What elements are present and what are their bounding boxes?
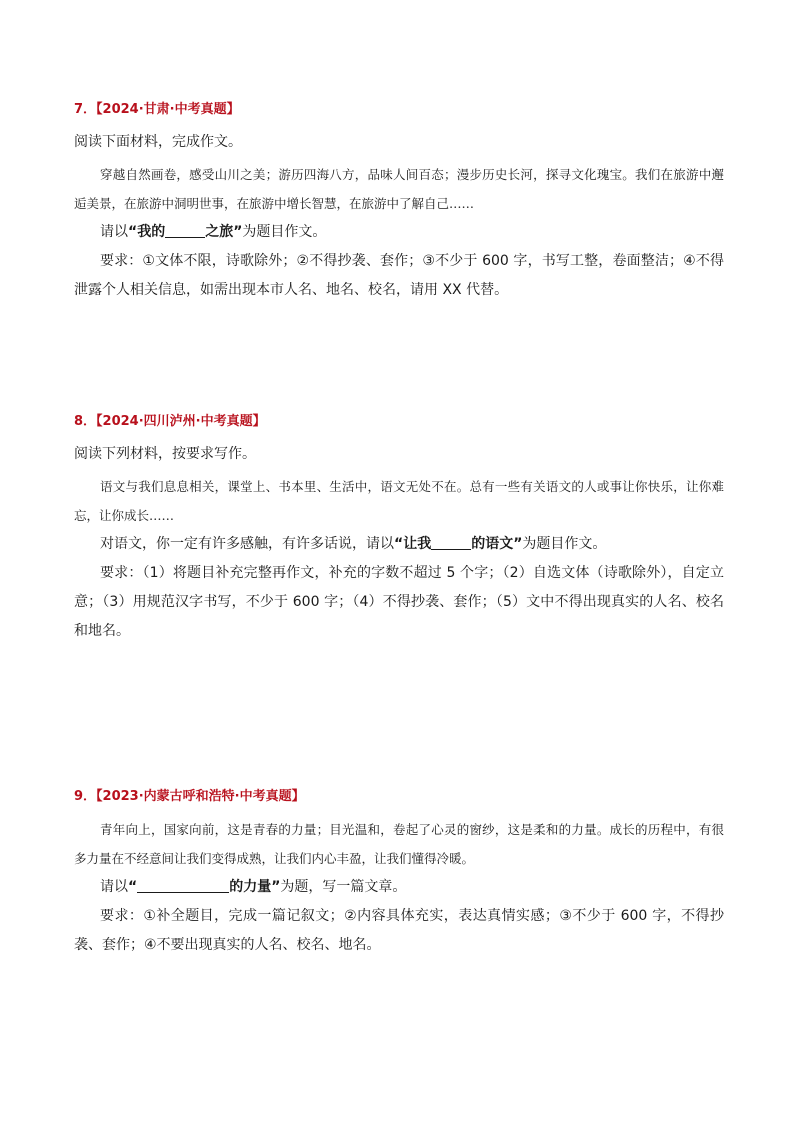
question-source: 【2024·甘肃·中考真题】	[96, 102, 240, 117]
question-8-requirements: 要求：（1）将题目补充完整再作文，补充的字数不超过 5 个字；（2）自选文体（诗歌除外），自定立意；（3）用规范汉字书写，不少于 600 字；（4）不得抄袭、套作；（5）文中不得出现真实的人名、校名和地名。	[74, 565, 724, 639]
question-number: 7．	[74, 102, 97, 117]
question-9-prompt: 请以“ 的力量”为题，写一篇文章。	[100, 879, 407, 895]
question-8	[74, 411, 724, 646]
question-source: 【2023·内蒙古呼和浩特·中考真题】	[96, 789, 305, 804]
question-source: 【2024·四川泸州·中考真题】	[96, 414, 266, 429]
question-8-prompt: 对语文，你一定有许多感触，有许多话说，请以“让我 的语文”为题目作文。	[100, 536, 607, 552]
question-9	[74, 786, 724, 960]
question-9-material: 青年向上，国家向前，这是青春的力量；目光温和，卷起了心灵的窗纱，这是柔和的力量。成长的历程中，有很多力量在不经意间让我们变得成熟，让我们内心丰盈，让我们懂得冷暖。	[74, 822, 724, 866]
title-blank	[165, 222, 205, 238]
question-7-heading	[74, 99, 724, 121]
question-8-material: 语文与我们息息相关，课堂上、书本里、生活中，语文无处不在。总有一些有关语文的人或事让你快乐，让你难忘，让你成长……	[74, 479, 724, 523]
title-blank	[137, 877, 229, 893]
question-7-requirements: 要求：①文体不限，诗歌除外；②不得抄袭、套作；③不少于 600 字，书写工整，卷面整洁；④不得泄露个人相关信息，如需出现本市人名、地名、校名，请用 XX 代替。	[74, 253, 724, 298]
question-7-prompt: 请以“我的 之旅”为题目作文。	[100, 224, 327, 240]
title-blank	[431, 534, 471, 550]
question-number: 9．	[74, 789, 97, 804]
question-number: 8．	[74, 414, 97, 429]
question-7-intro: 阅读下面材料，完成作文。	[74, 134, 242, 150]
question-7-material: 穿越自然画卷，感受山川之美；游历四海八方，品味人间百态；漫步历史长河，探寻文化瑰宝。我们在旅游中邂逅美景，在旅游中洞明世事，在旅游中增长智慧，在旅游中了解自己……	[74, 167, 724, 211]
question-9-heading	[74, 786, 724, 808]
question-7	[74, 99, 724, 305]
question-9-requirements: 要求：①补全题目，完成一篇记叙文；②内容具体充实，表达真情实感；③不少于 600 字，不得抄袭、套作；④不要出现真实的人名、校名、地名。	[74, 908, 724, 953]
question-8-intro: 阅读下列材料，按要求写作。	[74, 446, 256, 462]
question-8-heading	[74, 411, 724, 433]
